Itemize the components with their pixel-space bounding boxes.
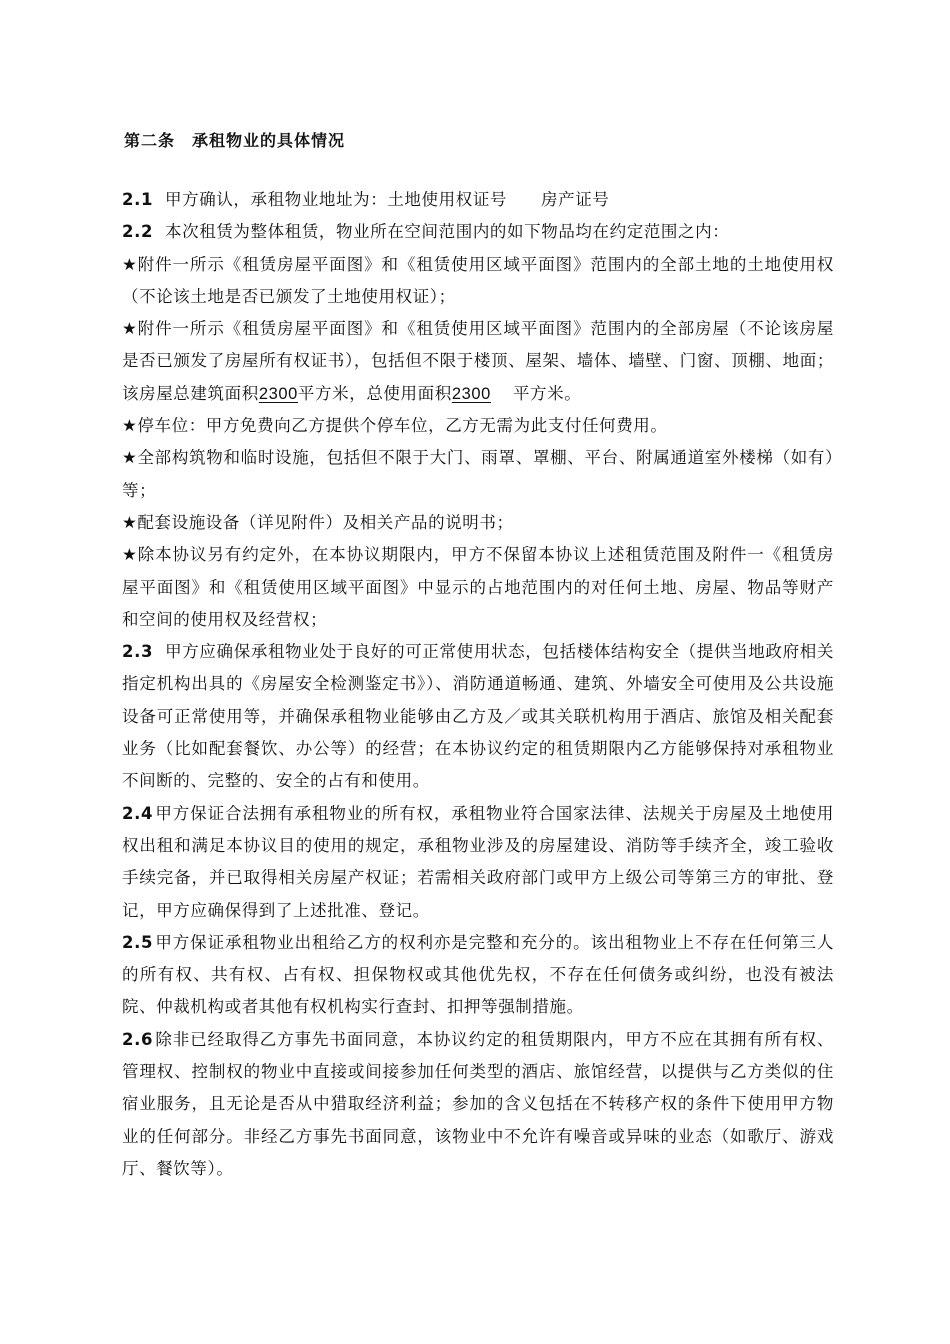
clause-number: 2.5 <box>122 932 154 952</box>
clause-number: 2.3 <box>122 642 154 662</box>
clause-2-5 <box>122 927 834 1024</box>
item-text-c: 平方米。 <box>512 383 582 403</box>
clause-text: 甲方保证承租物业出租给乙方的权利亦是完整和充分的。该出租物业上不存在任何第三人的所有权、共有权、占有权、担保物权或其他优先权，不存在任何债务或纠纷，也没有被法院、仲裁机构或者其他有权机构实行查封、扣押等强制措施。 <box>122 932 834 1017</box>
usable-area-value: 2300 <box>451 384 491 403</box>
item-building <box>122 313 834 410</box>
item-structures <box>122 442 834 507</box>
item-reserve <box>122 539 834 636</box>
clause-2-6 <box>122 1024 834 1185</box>
clause-2-2 <box>122 216 834 248</box>
clause-text-b: 房产证号 <box>541 190 610 209</box>
article-title: 第二条 承租物业的具体情况 <box>124 131 346 150</box>
clause-text: 除非已经取得乙方事先书面同意，本协议约定的租赁期限内，甲方不应在其拥有所有权、管理权、控制权的物业中直接或间接参加任何类型的酒店、旅馆经营，以提供与乙方类似的住宿业服务，且无论是否从中猎取经济利益；参加的含义包括在不转移产权的条件下使用甲方物业的任何部分。非经乙方事先书面同意，该物业中不允许有噪音或异味的业态（如歌厅、游戏厅、餐饮等）。 <box>122 1029 834 1178</box>
item-text: 配套设施设备（详见附件）及相关产品的说明书； <box>137 512 514 532</box>
item-text: 附件一所示《租赁房屋平面图》和《租赁使用区域平面图》范围内的全部土地的土地使用权（不论该土地是否已颁发了土地使用权证）； <box>122 254 834 306</box>
star-bullet: ★ <box>122 512 138 532</box>
star-bullet: ★ <box>122 448 138 468</box>
star-bullet: ★ <box>122 254 138 274</box>
star-bullet: ★ <box>122 545 138 565</box>
item-text: 全部构筑物和临时设施，包括但不限于大门、雨罩、罩棚、平台、附属通道室外楼梯（如有）等； <box>122 448 834 500</box>
clause-2-4 <box>122 798 834 927</box>
item-facilities <box>122 507 834 539</box>
clause-number: 2.1 <box>122 190 154 209</box>
item-text: 除本协议另有约定外，在本协议期限内，甲方不保留本协议上述租赁范围及附件一《租赁房屋平面图》和《租赁使用区域平面图》中显示的占地范围内的对任何土地、房屋、物品等财产和空间的使用权及经营权； <box>122 545 834 629</box>
clause-text: 甲方确认，承租物业地址为：土地使用权证号 <box>165 190 508 209</box>
item-land <box>122 249 834 314</box>
clause-text: 本次租赁为整体租赁，物业所在空间范围内的如下物品均在约定范围之内： <box>165 222 730 242</box>
item-text: 附件一所示《租赁房屋平面图》和《租赁使用区域平面图》范围内的全部房屋（不论该房屋是否已颁发了房屋所有权证书），包括但不限于楼顶、屋架、墙体、墙壁、门窗、顶棚、地面；该房屋总建筑面积 <box>122 319 834 403</box>
clause-text: 甲方应确保承租物业处于良好的可正常使用状态，包括楼体结构安全（提供当地政府相关指定机构出具的《房屋安全检测鉴定书》）、消防通道畅通、建筑、外墙安全可使用及公共设施设备可正常使用等，并确保承租物业能够由乙方及／或其关联机构用于酒店、旅馆及相关配套业务（比如配套餐饮、办公等）的经营；在本协议约定的租赁期限内乙方能够保持对承租物业不间断的、完整的、安全的占有和使用。 <box>122 642 834 791</box>
item-text-b: 平方米，总使用面积 <box>297 383 452 403</box>
article-body <box>122 184 834 1185</box>
clause-number: 2.6 <box>122 1029 154 1049</box>
item-text: 停车位：甲方免费向乙方提供个停车位，乙方无需为此支付任何费用。 <box>137 416 668 436</box>
clause-number: 2.4 <box>122 803 154 823</box>
star-bullet: ★ <box>122 416 138 436</box>
clause-number: 2.2 <box>122 222 154 242</box>
clause-2-3 <box>122 636 834 797</box>
star-bullet: ★ <box>122 319 138 339</box>
item-parking <box>122 410 834 442</box>
building-area-value: 2300 <box>258 384 298 403</box>
clause-text: 甲方保证合法拥有承租物业的所有权，承租物业符合国家法律、法规关于房屋及土地使用权出租和满足本协议目的使用的规定，承租物业涉及的房屋建设、消防等手续齐全，竣工验收手续完备，并已取得相关房屋产权证；若需相关政府部门或甲方上级公司等第三方的审批、登记，甲方应确保得到了上述批准、登记。 <box>122 803 834 920</box>
clause-2-1 <box>122 184 834 216</box>
